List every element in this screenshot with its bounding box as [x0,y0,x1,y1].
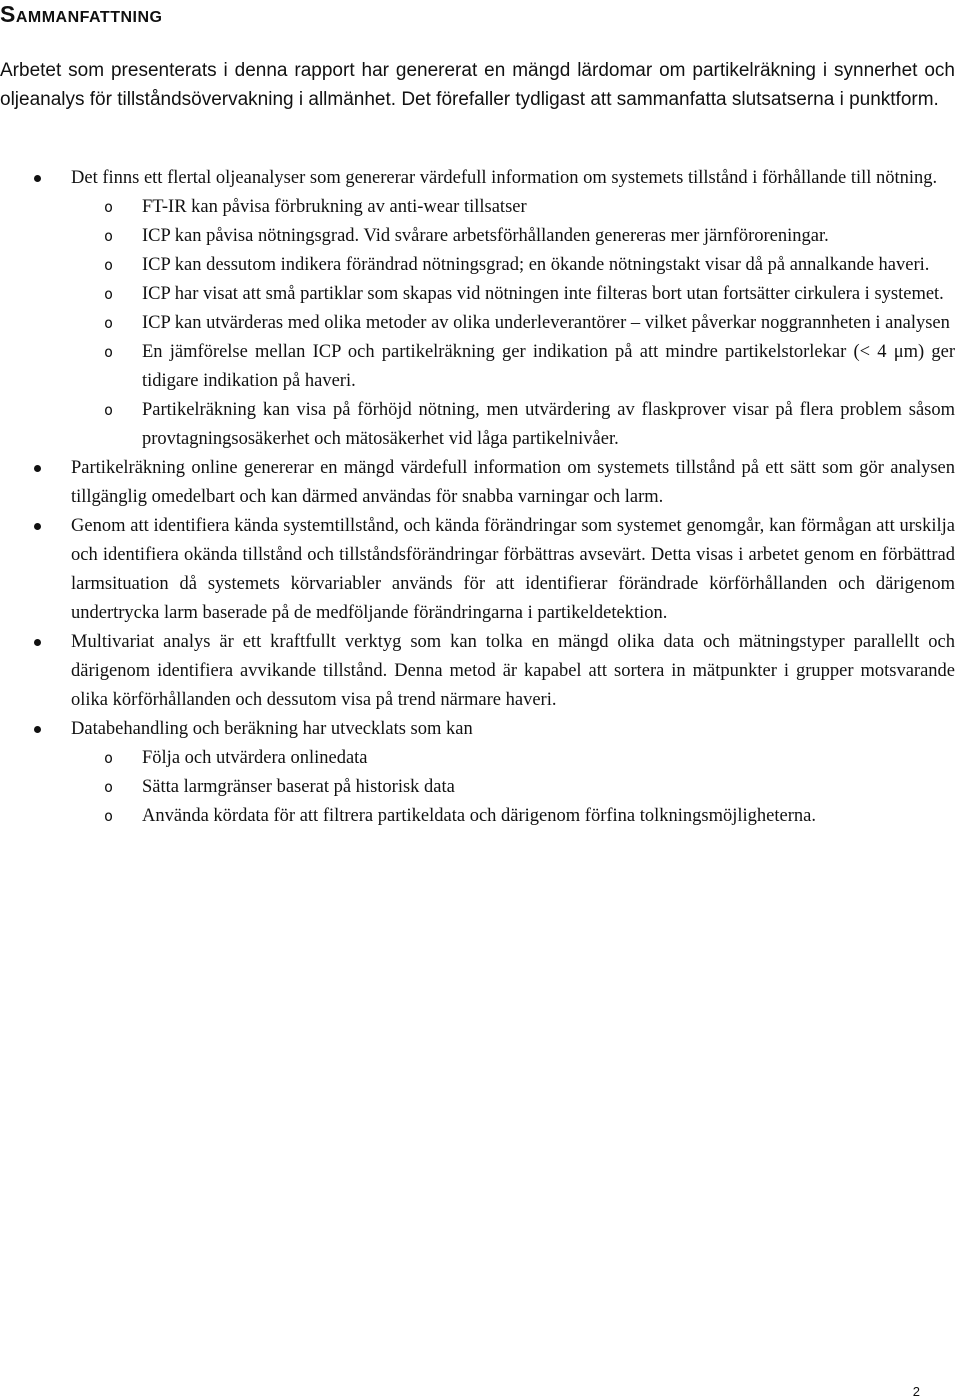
sub-item [71,251,955,280]
bullet-text: Multivariat analys är ett kraftfullt verktyg som kan tolka en mängd olika data och mätningstyper parallellt och därigenom identifiera avvikande tillstånd. Denna metod är kapabel att sortera in mätpunkter i grupper motsvarande olika körförhållanden och dessutom visa på trend närmare haveri. [71,632,955,710]
bullet-dot-icon [34,175,41,182]
sub-item-text: Partikelräkning kan visa på förhöjd nötning, men utvärdering av flaskprover visar på flera problem såsom provtagningsosäkerhet och mätosäkerhet vid låga partikelnivåer. [142,400,955,449]
bullet-item [0,628,955,715]
circle-bullet-icon: o [104,285,114,303]
sub-item [71,280,955,309]
circle-bullet-icon: o [104,778,114,796]
circle-bullet-icon: o [104,227,114,245]
circle-bullet-icon: o [104,198,114,216]
sub-item-text: FT-IR kan påvisa förbrukning av anti-wear tillsatser [142,197,527,217]
sub-item-text: ICP kan dessutom indikera förändrad nötningsgrad; en ökande nötningstakt visar då på annalkande haveri. [142,255,930,275]
sub-item-text: Använda kördata för att filtrera partikeldata och därigenom förfina tolkningsmöjligheterna. [142,806,816,826]
bullet-item [0,164,955,454]
circle-bullet-icon: o [104,343,114,361]
circle-bullet-icon: o [104,314,114,332]
sub-item [71,338,955,396]
sub-item [71,222,955,251]
circle-bullet-icon: o [104,256,114,274]
page-title: Sammanfattning [0,1,163,27]
page-number: 2 [912,1384,920,1399]
intro-paragraph: Arbetet som presenterats i denna rapport har genererat en mängd lärdomar om partikelräkning i synnerhet och oljeanalys för tillståndsövervakning i allmänhet. Det förefaller tydligast att sammanfatta slutsatserna i punktform. [0,60,955,110]
sub-list [71,193,955,454]
bullet-dot-icon [34,639,41,646]
bullet-item [0,512,955,628]
bullet-text: Partikelräkning online genererar en mängd värdefull information om systemets tillstånd på ett sätt som gör analysen tillgänglig omedelbart och kan därmed användas för snabba varningar och larm. [71,458,955,507]
bullet-item [0,715,955,831]
bullet-text: Genom att identifiera kända systemtillstånd, och kända förändringar som systemet genomgår, kan förmågan att urskilja och identifiera okända tillstånd och tillståndsförändringar förbättras avsevärt. Detta visas i arbetet genom en förbättrad larmsituation då systemets körvariabler används för att identifierar förändrade körförhållanden och därigenom undertrycka larm baserade på de medföljande förändringarna i partikeldetektion. [71,516,955,623]
sub-item-text: En jämförelse mellan ICP och partikelräkning ger indikation på att mindre partikelstorlekar (< 4 μm) ger tidigare indikation på haveri. [142,342,955,391]
sub-item-text: Sätta larmgränser baserat på historisk data [142,777,455,797]
bullet-text: Databehandling och beräkning har utvecklats som kan [71,719,473,739]
bullet-item [0,454,955,512]
circle-bullet-icon: o [104,401,114,419]
bullet-dot-icon [34,523,41,530]
bullet-dot-icon [34,465,41,472]
conclusion-list [0,164,955,831]
sub-item-text: Följa och utvärdera onlinedata [142,748,368,768]
circle-bullet-icon: o [104,807,114,825]
sub-item [71,309,955,338]
sub-item-text: ICP kan utvärderas med olika metoder av olika underleverantörer – vilket påverkar noggrannheten i analysen [142,313,950,333]
sub-list [71,744,955,831]
sub-item [71,744,955,773]
sub-item-text: ICP kan påvisa nötningsgrad. Vid svårare arbetsförhållanden genereras mer järnföroreningar. [142,226,829,246]
sub-item [71,193,955,222]
bullet-dot-icon [34,726,41,733]
bullet-text: Det finns ett flertal oljeanalyser som genererar värdefull information om systemets tillstånd i förhållande till nötning. [71,168,938,188]
circle-bullet-icon: o [104,749,114,767]
sub-item-text: ICP har visat att små partiklar som skapas vid nötningen inte filteras bort utan fortsätter cirkulera i systemet. [142,284,944,304]
sub-item [71,773,955,802]
sub-item [71,802,955,831]
sub-item [71,396,955,454]
